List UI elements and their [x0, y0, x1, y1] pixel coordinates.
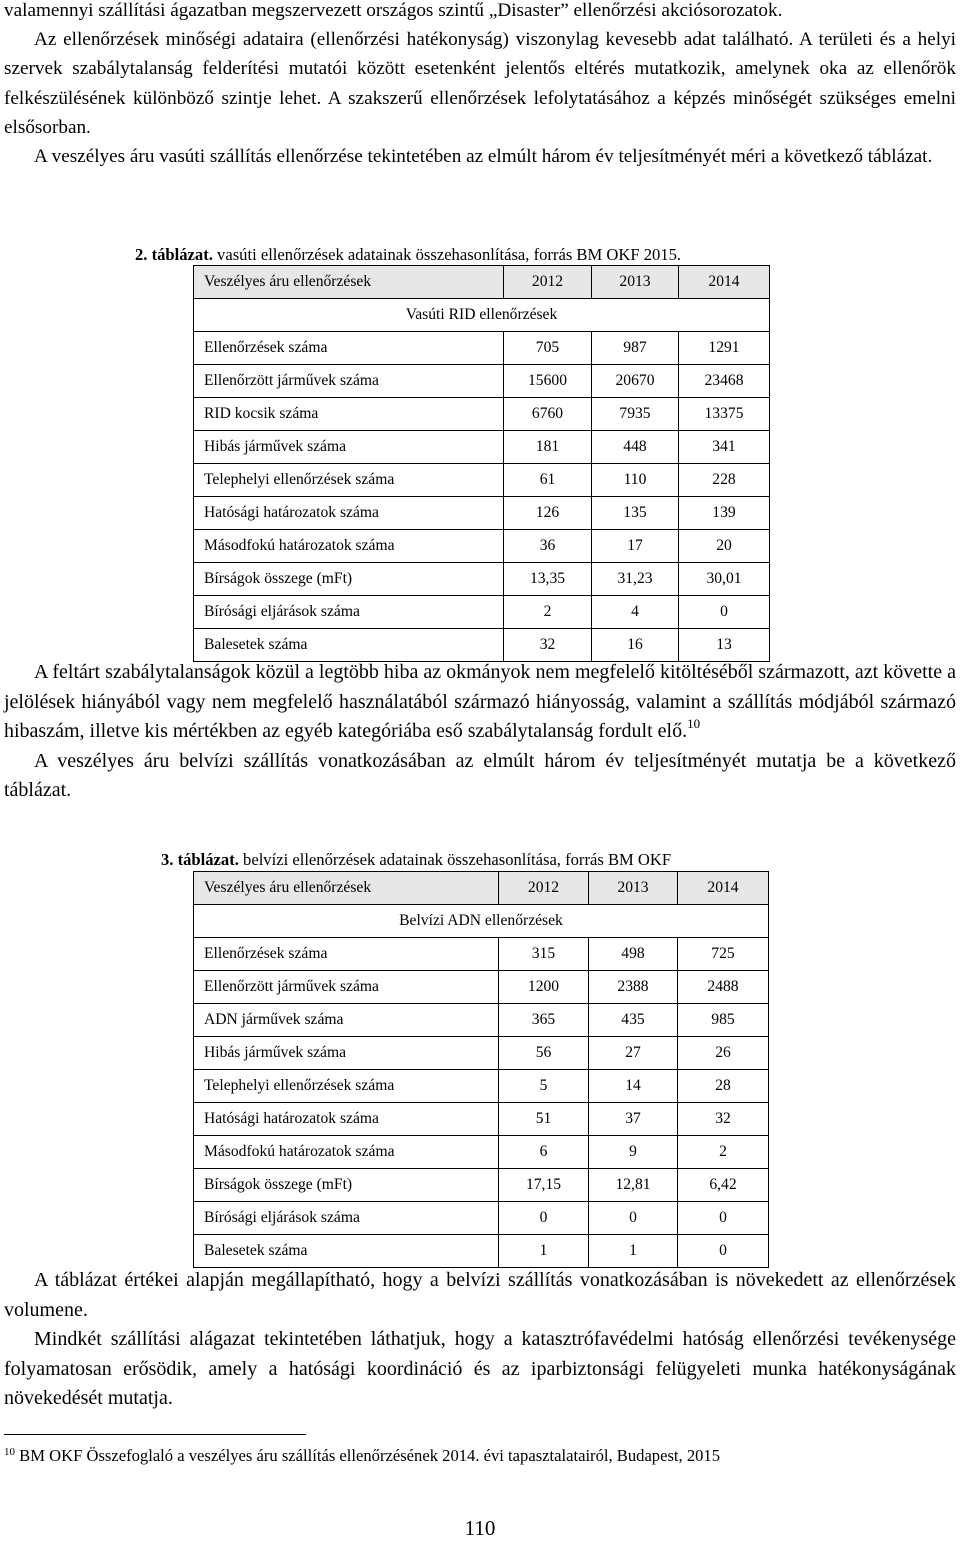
paragraph-rail-intro: A veszélyes áru vasúti szállítás ellenőrzése tekintetében az elmúlt három év teljesítményét méri a következő táblázat.	[34, 146, 933, 168]
cell-value: 181	[504, 431, 592, 464]
table-section-row	[194, 299, 770, 332]
cell-value: 6	[499, 1136, 589, 1169]
row-label: Hatósági határozatok száma	[194, 497, 504, 530]
cell-value: 30,01	[679, 563, 770, 596]
cell-value: 315	[499, 938, 589, 971]
paragraph-findings	[4, 658, 956, 747]
table3-caption	[161, 850, 671, 870]
paragraph-inland-intro: A veszélyes áru belvízi szállítás vonatkozásában az elmúlt három év teljesítményét mutatja be a következő táblázat.	[4, 749, 956, 801]
inland-inspection-table	[193, 871, 769, 1268]
cell-value: 2	[504, 596, 592, 629]
cell-value: 12,81	[589, 1169, 678, 1202]
section-title: Belvízi ADN ellenőrzések	[194, 905, 769, 938]
row-label: Másodfokú határozatok száma	[194, 1136, 499, 1169]
paragraph-inland-volume: A táblázat értékei alapján megállapítható, hogy a belvízi szállítás vonatkozásában is növekedett az ellenőrzések volumene.	[4, 1269, 956, 1321]
table-row	[194, 398, 770, 431]
cell-value: 32	[678, 1103, 769, 1136]
table-row	[194, 365, 770, 398]
row-label: Hibás járművek száma	[194, 1037, 499, 1070]
row-label: Balesetek száma	[194, 629, 504, 662]
table-header-row	[194, 872, 769, 905]
table-row	[194, 629, 770, 662]
cell-value: 0	[678, 1235, 769, 1268]
intro-section	[4, 0, 956, 171]
cell-value: 32	[504, 629, 592, 662]
cell-value: 17,15	[499, 1169, 589, 1202]
footnote-separator	[4, 1434, 306, 1435]
table-row	[194, 563, 770, 596]
table-header-row	[194, 266, 770, 299]
rail-inspection-table	[193, 265, 770, 662]
row-label: Ellenőrzések száma	[194, 938, 499, 971]
cell-value: 498	[589, 938, 678, 971]
cell-value: 135	[592, 497, 679, 530]
findings-section	[4, 658, 956, 806]
cell-value: 6760	[504, 398, 592, 431]
cell-value: 20670	[592, 365, 679, 398]
cell-value: 987	[592, 332, 679, 365]
cell-value: 13375	[679, 398, 770, 431]
table3-caption-number: 3. táblázat.	[161, 850, 239, 869]
header-year: 2013	[592, 266, 679, 299]
cell-value: 28	[678, 1070, 769, 1103]
cell-value: 2	[678, 1136, 769, 1169]
cell-value: 0	[589, 1202, 678, 1235]
table-section-row	[194, 905, 769, 938]
header-year: 2014	[679, 266, 770, 299]
table-row	[194, 1070, 769, 1103]
cell-value: 0	[678, 1202, 769, 1235]
row-label: Bírságok összege (mFt)	[194, 1169, 499, 1202]
cell-value: 2388	[589, 971, 678, 1004]
cell-value: 56	[499, 1037, 589, 1070]
cell-value: 61	[504, 464, 592, 497]
paragraph-findings-text: A feltárt szabálytalanságok közül a legtöbb hiba az okmányok nem megfelelő kitöltéséből származott, azt követte a jelölések hiányából vagy nem megfelelő használatából származó hiányosság, valamint a szállítás módjából származó hibaszám, illetve kis mértékben az egyéb kategóriába eső szabálytalanság fordult elő.	[4, 661, 956, 742]
cell-value: 26	[678, 1037, 769, 1070]
cell-value: 9	[589, 1136, 678, 1169]
footnote-text: BM OKF Összefoglaló a veszélyes áru szállítás ellenőrzésének 2014. évi tapasztalatairól, Budapest, 2015	[15, 1446, 721, 1465]
table-row	[194, 938, 769, 971]
cell-value: 14	[589, 1070, 678, 1103]
row-label: Ellenőrzött járművek száma	[194, 971, 499, 1004]
cell-value: 36	[504, 530, 592, 563]
table-row	[194, 497, 770, 530]
cell-value: 126	[504, 497, 592, 530]
table3-caption-text: belvízi ellenőrzések adatainak összehasonlítása, forrás BM OKF	[238, 850, 672, 869]
table-row	[194, 530, 770, 563]
cell-value: 31,23	[592, 563, 679, 596]
row-label: Bírságok összege (mFt)	[194, 563, 504, 596]
cell-value: 23468	[679, 365, 770, 398]
table-row	[194, 1202, 769, 1235]
row-label: Bírósági eljárások száma	[194, 596, 504, 629]
header-year: 2012	[499, 872, 589, 905]
cell-value: 1200	[499, 971, 589, 1004]
row-label: Ellenőrzések száma	[194, 332, 504, 365]
cell-value: 705	[504, 332, 592, 365]
table-row	[194, 1235, 769, 1268]
table-row	[194, 1004, 769, 1037]
table2-caption	[135, 245, 681, 265]
table2-caption-number: 2. táblázat.	[135, 245, 213, 264]
row-label: RID kocsik száma	[194, 398, 504, 431]
paragraph-disaster-actions: valamennyi szállítási ágazatban megszervezett országos szintű „Disaster” ellenőrzési akciósorozatok.	[4, 0, 783, 21]
cell-value: 1	[499, 1235, 589, 1268]
footnote-number: 10	[4, 1446, 15, 1458]
cell-value: 725	[678, 938, 769, 971]
table-row	[194, 464, 770, 497]
header-label: Veszélyes áru ellenőrzések	[194, 872, 499, 905]
cell-value: 0	[499, 1202, 589, 1235]
table-row	[194, 332, 770, 365]
cell-value: 228	[679, 464, 770, 497]
paragraph-quality-data: Az ellenőrzések minőségi adataira (ellenőrzési hatékonyság) viszonylag kevesebb adat található. A területi és a helyi szervek szabálytalanság felderítési mutatói között esetenként jelentős eltérés mutatkozik, amelynek oka az ellenőrök felkészülésének különböző szintje lehet. A szakszerű ellenőrzések lefolytatásához a képzés minőségét szükséges emelni elsősorban.	[4, 29, 956, 138]
row-label: ADN járművek száma	[194, 1004, 499, 1037]
table-row	[194, 971, 769, 1004]
header-year: 2013	[589, 872, 678, 905]
cell-value: 20	[679, 530, 770, 563]
header-label: Veszélyes áru ellenőrzések	[194, 266, 504, 299]
cell-value: 435	[589, 1004, 678, 1037]
cell-value: 13	[679, 629, 770, 662]
cell-value: 51	[499, 1103, 589, 1136]
cell-value: 15600	[504, 365, 592, 398]
cell-value: 139	[679, 497, 770, 530]
cell-value: 37	[589, 1103, 678, 1136]
cell-value: 16	[592, 629, 679, 662]
row-label: Telephelyi ellenőrzések száma	[194, 464, 504, 497]
cell-value: 27	[589, 1037, 678, 1070]
page-number: 110	[464, 1516, 496, 1540]
table-row	[194, 1169, 769, 1202]
table-row	[194, 1103, 769, 1136]
footnote-reference: 10	[687, 716, 701, 731]
table-row	[194, 1037, 769, 1070]
cell-value: 365	[499, 1004, 589, 1037]
paragraph-conclusion: Mindkét szállítási alágazat tekintetében láthatjuk, hogy a katasztrófavédelmi hatóság ellenőrzési tevékenysége folyamatosan erősödik, amely a hatósági koordináció és az iparbiztonsági felügyeleti munka hatékonyságának növekedését mutatja.	[4, 1328, 956, 1409]
conclusion-section	[4, 1266, 956, 1414]
table-row	[194, 596, 770, 629]
cell-value: 0	[679, 596, 770, 629]
cell-value: 4	[592, 596, 679, 629]
cell-value: 1291	[679, 332, 770, 365]
row-label: Bírósági eljárások száma	[194, 1202, 499, 1235]
table-row	[194, 431, 770, 464]
cell-value: 5	[499, 1070, 589, 1103]
table-row	[194, 1136, 769, 1169]
cell-value: 110	[592, 464, 679, 497]
cell-value: 7935	[592, 398, 679, 431]
row-label: Hatósági határozatok száma	[194, 1103, 499, 1136]
row-label: Ellenőrzött járművek száma	[194, 365, 504, 398]
cell-value: 2488	[678, 971, 769, 1004]
row-label: Telephelyi ellenőrzések száma	[194, 1070, 499, 1103]
section-title: Vasúti RID ellenőrzések	[194, 299, 770, 332]
cell-value: 1	[589, 1235, 678, 1268]
table2-caption-text: vasúti ellenőrzések adatainak összehasonlítása, forrás BM OKF 2015.	[212, 245, 682, 264]
cell-value: 341	[679, 431, 770, 464]
row-label: Másodfokú határozatok száma	[194, 530, 504, 563]
cell-value: 985	[678, 1004, 769, 1037]
footnote	[4, 1446, 720, 1466]
cell-value: 6,42	[678, 1169, 769, 1202]
cell-value: 448	[592, 431, 679, 464]
header-year: 2012	[504, 266, 592, 299]
cell-value: 17	[592, 530, 679, 563]
cell-value: 13,35	[504, 563, 592, 596]
row-label: Balesetek száma	[194, 1235, 499, 1268]
header-year: 2014	[678, 872, 769, 905]
row-label: Hibás járművek száma	[194, 431, 504, 464]
